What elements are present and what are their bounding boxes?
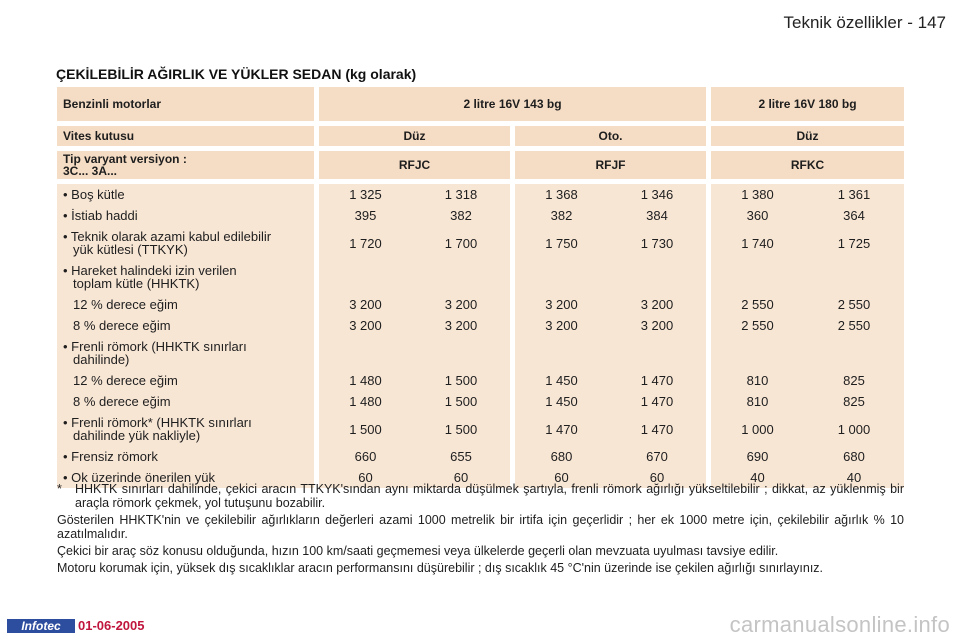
row-value: [412, 336, 510, 370]
row-value: 360: [706, 205, 804, 226]
row-value: [608, 260, 706, 294]
row-value: 60: [608, 467, 706, 488]
row-value: 3 200: [314, 315, 412, 336]
row-value: 60: [412, 467, 510, 488]
table-row: [57, 226, 904, 260]
row-value: 3 200: [510, 294, 608, 315]
row-value: [314, 260, 412, 294]
row-label: [57, 294, 314, 315]
row-label-line: 12 % derece eğim: [73, 373, 178, 388]
row-label-line: 8 % derece eğim: [73, 318, 171, 333]
row-label-line: • İstiab haddi: [63, 208, 138, 223]
star-symbol: *: [57, 482, 62, 496]
table-row: [57, 412, 904, 446]
row-value: 825: [804, 370, 904, 391]
row-value: 690: [706, 446, 804, 467]
note-speed: Çekici bir araç söz konusu olduğunda, hızın 100 km/saati geçmemesi veya ülkelerde geçerli olan mevzuata uyulması tavsiye edilir.: [57, 544, 779, 558]
table-row: [57, 294, 904, 315]
table-row: [57, 336, 904, 370]
gearbox-2: Oto.: [510, 126, 706, 146]
print-date: 01-06-2005: [78, 618, 145, 633]
row-label-line: • Frensiz römork: [63, 449, 158, 464]
row-value: 1 470: [608, 391, 706, 412]
row-label: [57, 391, 314, 412]
engine-2: 2 litre 16V 180 bg: [706, 87, 904, 121]
gearbox-label: Vites kutusu: [57, 126, 314, 146]
row-value: 810: [706, 370, 804, 391]
row-value: 3 200: [608, 294, 706, 315]
variant-1: RFJC: [314, 151, 510, 179]
engine-1: 2 litre 16V 143 bg: [314, 87, 706, 121]
table-body: [57, 184, 904, 488]
row-value: 810: [706, 391, 804, 412]
row-label: [57, 184, 314, 205]
row-label: [57, 260, 314, 294]
row-value: 670: [608, 446, 706, 467]
table-row: [57, 205, 904, 226]
row-label-line: • Frenli römork (HHKTK sınırları: [63, 339, 247, 354]
row-value: [412, 260, 510, 294]
row-value: 3 200: [510, 315, 608, 336]
row-label: [57, 226, 314, 260]
watermark: carmanualsonline.info: [729, 612, 950, 637]
row-label: [57, 336, 314, 370]
row-label-line: • Teknik olarak azami kabul edilebilir: [63, 229, 272, 244]
row-label-line: • Boş kütle: [63, 187, 125, 202]
row-label-line: toplam kütle (HHKTK): [73, 276, 200, 291]
row-value: [706, 336, 804, 370]
row-value: 40: [804, 467, 904, 488]
row-value: 1 730: [608, 226, 706, 260]
row-value: 60: [510, 467, 608, 488]
row-value: [314, 336, 412, 370]
row-value: 1 480: [314, 370, 412, 391]
row-label-line: yük kütlesi (TTKYK): [73, 242, 188, 257]
gearbox-1: Düz: [314, 126, 510, 146]
note-temperature: Motoru korumak için, yüksek dış sıcaklıklar aracın performansını düşürebilir ; dış sıcaklık 45 °C'nin üzerinde ise çekilen ağırlığı sınırlayınız.: [57, 561, 824, 575]
engine-header-row: [57, 87, 904, 121]
row-value: 2 550: [706, 315, 804, 336]
row-value: 1 740: [706, 226, 804, 260]
table-row: [57, 260, 904, 294]
row-value: 660: [314, 446, 412, 467]
variant-2: RFJF: [510, 151, 706, 179]
row-value: 1 725: [804, 226, 904, 260]
row-label: [57, 205, 314, 226]
row-value: [804, 260, 904, 294]
row-value: 1 346: [608, 184, 706, 205]
row-value: 825: [804, 391, 904, 412]
row-value: 2 550: [804, 294, 904, 315]
row-value: 1 700: [412, 226, 510, 260]
star-note-text: HHKTK sınırları dahilinde, çekici aracın TTKYK'sından aynı miktarda düşülmek şartıyla, frenli römork ağırlığı yükseltilebilir ; dikkat, az yüklenmiş bir araçla römork çekmek, yol tutuşunu bozabilir.: [75, 482, 904, 510]
row-value: 2 550: [804, 315, 904, 336]
row-value: 1 500: [412, 391, 510, 412]
row-label: [57, 315, 314, 336]
row-value: 1 470: [608, 370, 706, 391]
row-value: 1 720: [314, 226, 412, 260]
row-value: [804, 336, 904, 370]
row-value: 1 368: [510, 184, 608, 205]
row-value: 382: [510, 205, 608, 226]
row-label: [57, 446, 314, 467]
row-value: [510, 336, 608, 370]
row-label-line: dahilinde): [73, 352, 130, 367]
row-value: 1 380: [706, 184, 804, 205]
row-value: 364: [804, 205, 904, 226]
note-altitude: Gösterilen HHKTK'nin ve çekilebilir ağırlıkların değerleri azami 1000 metrelik bir irtifa için geçerlidir ; her ek 1000 metre için, çekilebilir ağırlık % 10 azatılmalıdır.: [57, 513, 904, 541]
row-value: [510, 260, 608, 294]
table-row: [57, 446, 904, 467]
variant-3: RFKC: [706, 151, 904, 179]
table-row: [57, 391, 904, 412]
table-row: [57, 315, 904, 336]
row-label-line: dahilinde yük nakliyle): [73, 428, 201, 443]
row-value: 680: [804, 446, 904, 467]
variant-row: [57, 151, 904, 179]
row-value: 382: [412, 205, 510, 226]
page-header: Teknik özellikler - 147: [783, 13, 946, 32]
row-value: 1 000: [804, 412, 904, 446]
variant-label-line1: Tip varyant versiyon :: [63, 152, 187, 166]
row-value: 680: [510, 446, 608, 467]
row-value: 3 200: [412, 294, 510, 315]
section-title: ÇEKİLEBİLİR AĞIRLIK VE YÜKLER SEDAN (kg olarak): [56, 66, 417, 82]
row-value: 2 550: [706, 294, 804, 315]
infotec-logo: Infotec: [7, 619, 75, 633]
row-value: 395: [314, 205, 412, 226]
gearbox-3: Düz: [706, 126, 904, 146]
row-label: [57, 370, 314, 391]
row-label: [57, 412, 314, 446]
engine-label: Benzinli motorlar: [57, 87, 314, 121]
row-value: 1 500: [412, 370, 510, 391]
row-value: 1 000: [706, 412, 804, 446]
star-note: [57, 482, 904, 510]
row-value: 60: [314, 467, 412, 488]
row-value: 1 361: [804, 184, 904, 205]
row-label-line: 12 % derece eğim: [73, 297, 178, 312]
row-value: 1 450: [510, 391, 608, 412]
row-value: 1 450: [510, 370, 608, 391]
table-row: [57, 184, 904, 205]
row-label-line: • Hareket halindeki izin verilen: [63, 263, 237, 278]
row-value: 384: [608, 205, 706, 226]
variant-label-line2: 3C... 3A...: [63, 164, 118, 178]
row-value: 3 200: [314, 294, 412, 315]
footnotes: [57, 482, 904, 575]
gearbox-row: [57, 126, 904, 146]
row-value: 1 325: [314, 184, 412, 205]
row-value: 1 470: [510, 412, 608, 446]
row-label-line: 8 % derece eğim: [73, 394, 171, 409]
row-value: 655: [412, 446, 510, 467]
row-label-line: • Frenli römork* (HHKTK sınırları: [63, 415, 252, 430]
row-value: 3 200: [608, 315, 706, 336]
row-value: [706, 260, 804, 294]
table-row: [57, 370, 904, 391]
row-value: 1 750: [510, 226, 608, 260]
row-value: [608, 336, 706, 370]
row-value: 40: [706, 467, 804, 488]
weights-table: [57, 87, 904, 488]
row-label-line: • Ok üzerinde önerilen yük: [63, 470, 215, 485]
row-value: 1 470: [608, 412, 706, 446]
row-value: 1 480: [314, 391, 412, 412]
row-value: 1 318: [412, 184, 510, 205]
row-value: 3 200: [412, 315, 510, 336]
row-value: 1 500: [412, 412, 510, 446]
row-value: 1 500: [314, 412, 412, 446]
variant-label: [57, 151, 314, 179]
